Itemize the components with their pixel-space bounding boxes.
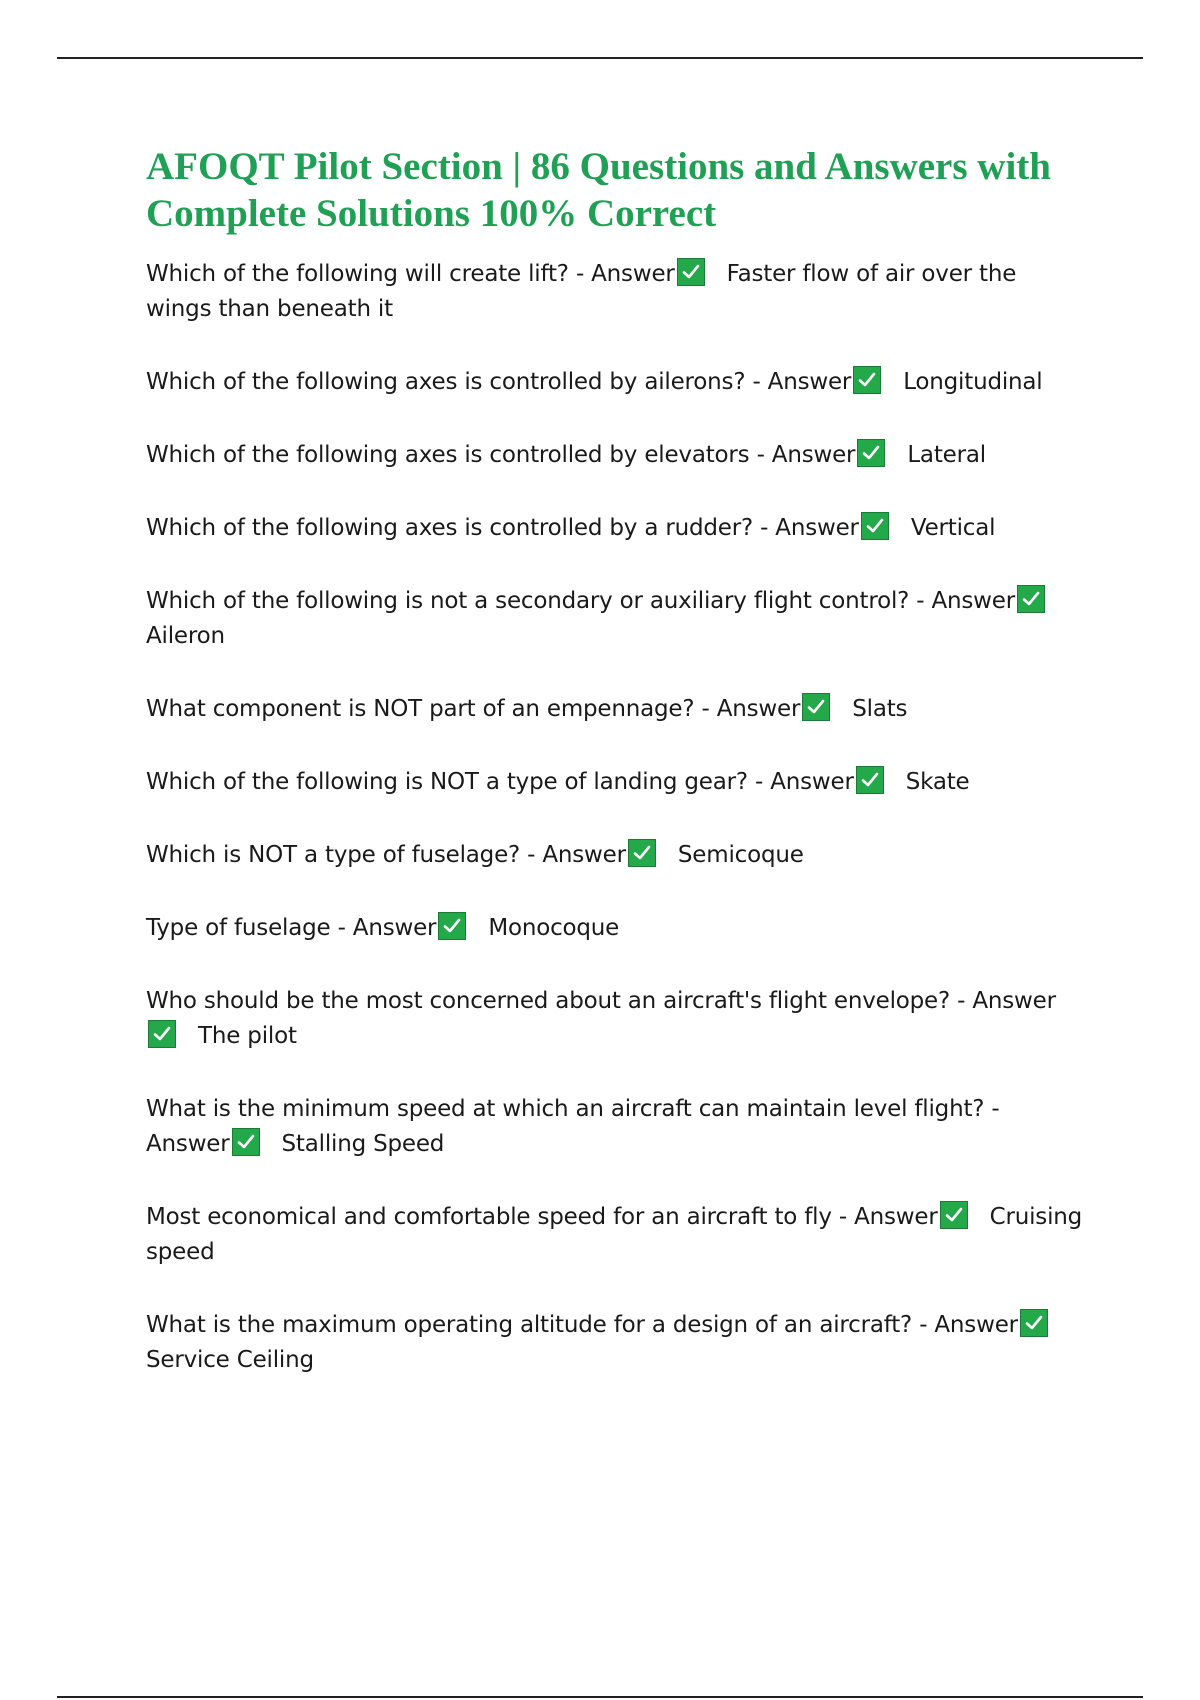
answer-label: - Answer (337, 915, 437, 941)
qa-item (146, 838, 1086, 873)
qa-item (146, 438, 1086, 473)
question-text: Which of the following is NOT a type of landing gear? (146, 769, 748, 795)
answer-text: Faster flow of air over the wings than beneath it (146, 261, 1017, 322)
question-text: Which of the following will create lift? (146, 261, 569, 287)
answer-label: - Answer (752, 369, 852, 395)
qa-item (146, 984, 1086, 1054)
qa-item (146, 511, 1086, 546)
answer-label: - Answer (527, 842, 626, 868)
qa-item (146, 584, 1086, 654)
qa-item (146, 911, 1086, 946)
answer-text: Stalling Speed (281, 1131, 445, 1157)
header-rule (57, 57, 1143, 59)
qa-list (146, 257, 1086, 1378)
question-text: Which of the following is not a secondary or auxiliary flight control? (146, 588, 910, 614)
check-mark-icon (232, 1128, 260, 1156)
check-mark-icon (861, 512, 889, 540)
answer-label: - Answer (957, 988, 1056, 1014)
qa-item (146, 1200, 1086, 1270)
question-text: Which of the following axes is controlled by ailerons? (146, 369, 746, 395)
answer-text: Vertical (910, 515, 996, 541)
answer-text: Lateral (907, 442, 986, 468)
answer-label: - Answer (838, 1204, 938, 1230)
qa-item (146, 765, 1086, 800)
qa-item (146, 692, 1086, 727)
question-text: Who should be the most concerned about an aircraft's flight envelope? (146, 988, 951, 1014)
question-text: What is the minimum speed at which an aircraft can maintain level flight? (146, 1096, 985, 1122)
check-mark-icon (628, 839, 656, 867)
document-body (146, 143, 1086, 1416)
qa-item (146, 257, 1086, 327)
answer-label: - Answer (919, 1312, 1018, 1338)
check-mark-icon (1020, 1309, 1048, 1337)
answer-text: Monocoque (488, 915, 620, 941)
answer-label: - Answer (575, 261, 675, 287)
answer-text: Longitudinal (903, 369, 1043, 395)
qa-item (146, 1308, 1086, 1378)
question-text: Type of fuselage (146, 915, 331, 941)
question-text: Most economical and comfortable speed for an aircraft to fly (146, 1204, 832, 1230)
answer-label: - Answer (916, 588, 1015, 614)
answer-text: Semicoque (677, 842, 804, 868)
answer-label: - Answer (756, 442, 856, 468)
footer-rule (57, 1696, 1143, 1698)
question-text: Which of the following axes is controlled by elevators (146, 442, 750, 468)
check-mark-icon (677, 258, 705, 286)
answer-text: Slats (852, 696, 908, 722)
check-mark-icon (857, 439, 885, 467)
answer-text: Skate (905, 769, 970, 795)
question-text: Which is NOT a type of fuselage? (146, 842, 521, 868)
answer-text: Aileron (146, 623, 225, 649)
document-title: AFOQT Pilot Section | 86 Questions and Answers with Complete Solutions 100% Correct (146, 145, 1051, 235)
check-mark-icon (148, 1020, 176, 1048)
question-text: Which of the following axes is controlled by a rudder? (146, 515, 753, 541)
check-mark-icon (438, 912, 466, 940)
check-mark-icon (856, 766, 884, 794)
question-text: What component is NOT part of an empennage? (146, 696, 695, 722)
check-mark-icon (853, 366, 881, 394)
check-mark-icon (1017, 585, 1045, 613)
answer-text: Service Ceiling (146, 1347, 314, 1373)
answer-label: - Answer (755, 769, 854, 795)
answer-label: - Answer (701, 696, 801, 722)
answer-label: - Answer (146, 1096, 1000, 1157)
check-mark-icon (802, 693, 830, 721)
answer-label: - Answer (760, 515, 859, 541)
check-mark-icon (940, 1201, 968, 1229)
answer-text: Cruising speed (146, 1204, 1083, 1265)
question-text: What is the maximum operating altitude for a design of an aircraft? (146, 1312, 913, 1338)
answer-text: The pilot (198, 1023, 297, 1049)
qa-item (146, 1092, 1086, 1162)
qa-item (146, 365, 1086, 400)
